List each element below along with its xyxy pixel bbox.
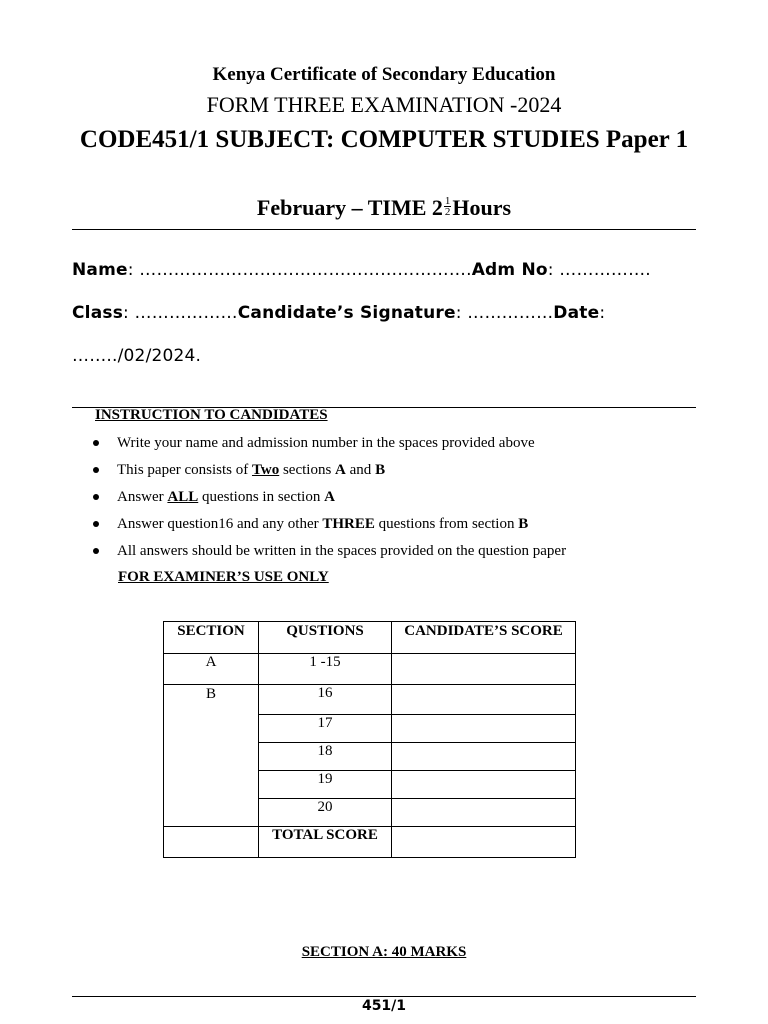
section-cell: B (164, 685, 259, 827)
instruction-emphasis: Two (251, 462, 280, 478)
score-cell[interactable] (392, 771, 576, 799)
instructions-list (90, 432, 566, 567)
header-divider (72, 229, 696, 230)
score-table (163, 621, 576, 858)
instruction-text: All answers should be written in the spaces provided on the question paper (117, 543, 567, 559)
exam-form-title: FORM THREE EXAMINATION -2024 (206, 92, 562, 117)
date-label: Date (553, 303, 600, 323)
instruction-emphasis: B (518, 516, 529, 532)
examiner-use-title: FOR EXAMINER’S USE ONLY (118, 569, 329, 585)
instruction-text: Answer question16 and any other (117, 516, 323, 532)
instruction-item (90, 540, 566, 567)
instruction-emphasis: ALL (167, 489, 199, 505)
header-score: CANDIDATE’S SCORE (392, 622, 576, 654)
time-fraction-denominator: 2 (444, 206, 451, 219)
date-colon: : (599, 303, 606, 323)
table-row (164, 685, 576, 715)
instruction-emphasis: A (335, 462, 346, 478)
time-allowed (0, 195, 768, 221)
score-cell[interactable] (392, 743, 576, 771)
adm-no-label: Adm No (471, 260, 548, 280)
score-cell[interactable] (392, 799, 576, 827)
bullet-icon (93, 467, 99, 473)
instruction-text: This paper consists of (117, 462, 252, 478)
section-cell: A (164, 654, 259, 685)
instruction-item (90, 459, 566, 486)
exam-body-title: Kenya Certificate of Secondary Education (212, 64, 556, 85)
instruction-text: and (345, 462, 376, 478)
paper-code-title: CODE451/1 SUBJECT: COMPUTER STUDIES Paper 1 (79, 126, 689, 153)
instruction-text: Answer (117, 489, 168, 505)
table-row (164, 827, 576, 858)
adm-no-field[interactable]: : ……………. (547, 260, 651, 280)
score-cell[interactable] (392, 654, 576, 685)
name-field[interactable]: : …………………………………………………. (127, 260, 472, 280)
instruction-emphasis: A (324, 489, 335, 505)
instruction-text: Write your name and admission number in the spaces provided above (117, 435, 535, 451)
class-label: Class (72, 303, 124, 323)
instruction-text: questions from section (374, 516, 519, 532)
total-score-label: TOTAL SCORE (259, 827, 392, 858)
section-a-heading: SECTION A: 40 MARKS (301, 944, 467, 960)
questions-cell: 16 (259, 685, 392, 715)
signature-field[interactable]: : …………… (455, 303, 554, 323)
name-adm-line (72, 260, 651, 280)
instruction-item (90, 486, 566, 513)
instructions-title: INSTRUCTION TO CANDIDATES (95, 407, 328, 423)
instruction-item (90, 432, 566, 459)
time-fraction (444, 196, 452, 217)
date-field[interactable]: ……../02/2024. (72, 346, 202, 366)
instruction-text: sections (279, 462, 336, 478)
bullet-icon (93, 548, 99, 554)
questions-cell: 1 -15 (259, 654, 392, 685)
questions-cell: 18 (259, 743, 392, 771)
instruction-emphasis: B (375, 462, 386, 478)
class-field[interactable]: : ……………… (123, 303, 238, 323)
table-header-row (164, 622, 576, 654)
instruction-item (90, 513, 566, 540)
bullet-icon (93, 440, 99, 446)
score-cell[interactable] (392, 685, 576, 715)
bullet-icon (93, 494, 99, 500)
score-cell[interactable] (392, 715, 576, 743)
bullet-icon (93, 521, 99, 527)
footer-divider (72, 996, 696, 997)
time-prefix: February – TIME 2 (256, 195, 443, 220)
class-signature-line (72, 303, 605, 323)
questions-cell: 17 (259, 715, 392, 743)
questions-cell: 19 (259, 771, 392, 799)
signature-label: Candidate’s Signature (237, 303, 456, 323)
questions-cell: 20 (259, 799, 392, 827)
total-score-cell[interactable] (392, 827, 576, 858)
time-fraction-numerator: 1 (444, 195, 451, 208)
section-cell (164, 827, 259, 858)
instruction-text: questions in section (198, 489, 325, 505)
name-label: Name (72, 260, 128, 280)
instruction-emphasis: THREE (322, 516, 375, 532)
page-footer: 451/1 (361, 998, 407, 1014)
header-questions: QUSTIONS (259, 622, 392, 654)
table-row (164, 654, 576, 685)
header-section: SECTION (164, 622, 259, 654)
time-suffix: Hours (452, 195, 512, 220)
